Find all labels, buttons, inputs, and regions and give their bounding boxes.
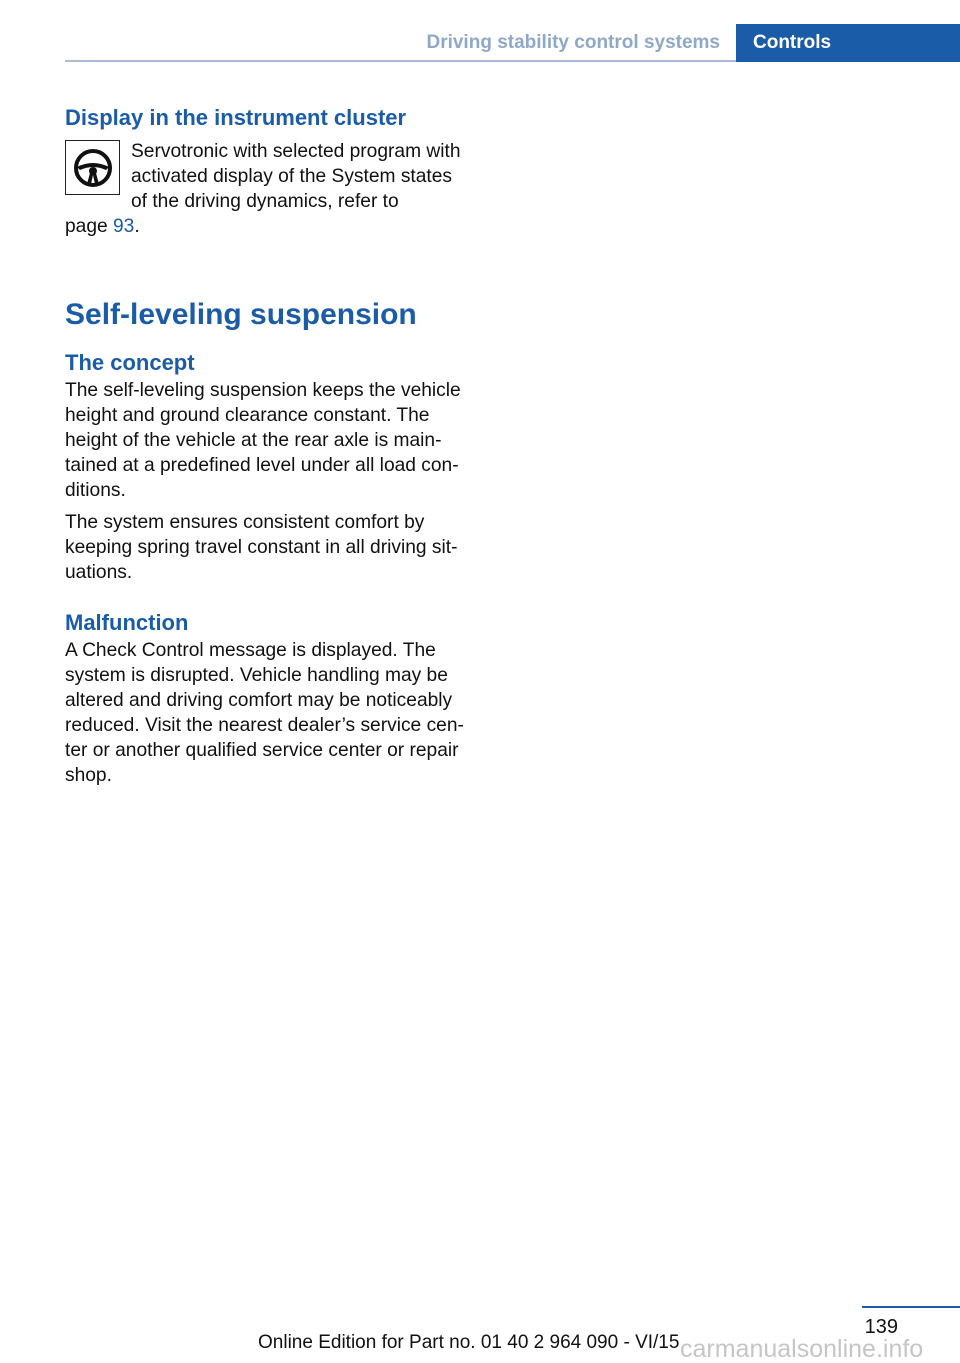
- main-content: [65, 100, 480, 788]
- header-tab-controls: Controls: [736, 24, 960, 62]
- display-text-line: activated display of the System states: [131, 166, 453, 187]
- heading-malfunction: Malfunction: [65, 610, 189, 635]
- paragraph-line: The system ensures consistent comfort by: [65, 512, 425, 533]
- paragraph-line: altered and driving comfort may be noticeably: [65, 690, 453, 711]
- page-suffix: .: [134, 216, 140, 237]
- paragraph-line: The self-leveling suspension keeps the vehicle: [65, 380, 461, 401]
- heading-the-concept: The concept: [65, 350, 195, 375]
- header-divider: [65, 60, 736, 62]
- paragraph-line: height of the vehicle at the rear axle is main‐: [65, 430, 442, 451]
- heading-self-leveling-suspension: Self-leveling suspension: [65, 298, 417, 331]
- watermark: carmanualsonline.info: [680, 1335, 924, 1363]
- header-section-title: Driving stability control systems: [426, 32, 720, 53]
- display-text-line: Servotronic with selected program with: [131, 141, 461, 162]
- paragraph-line: shop.: [65, 765, 112, 786]
- steering-wheel-icon: [65, 140, 120, 195]
- heading-display-instrument-cluster: Display in the instrument cluster: [65, 105, 407, 130]
- concept-paragraph-1: [65, 378, 480, 503]
- paragraph-line: reduced. Visit the nearest dealer’s service cen‐: [65, 715, 464, 736]
- paragraph-line: ter or another qualified service center or repair: [65, 740, 459, 761]
- paragraph-line: height and ground clearance constant. The: [65, 405, 430, 426]
- malfunction-paragraph: [65, 638, 480, 788]
- page-reference-line: [65, 214, 480, 239]
- display-description: [65, 139, 480, 239]
- paragraph-line: tained at a predefined level under all load con‐: [65, 455, 459, 476]
- footer-divider: [862, 1306, 960, 1308]
- page-93-link[interactable]: 93: [113, 216, 135, 237]
- concept-paragraph-2: [65, 510, 480, 585]
- page-number: 139: [864, 1316, 898, 1338]
- paragraph-line: A Check Control message is displayed. The: [65, 640, 436, 661]
- page-prefix: page: [65, 216, 114, 237]
- paragraph-line: system is disrupted. Vehicle handling may be: [65, 665, 448, 686]
- edition-note: Online Edition for Part no. 01 40 2 964 090 - VI/15: [258, 1332, 680, 1353]
- paragraph-line: uations.: [65, 562, 133, 583]
- display-text-line: of the driving dynamics, refer to: [131, 191, 399, 212]
- paragraph-line: ditions.: [65, 480, 126, 501]
- paragraph-line: keeping spring travel constant in all driving sit‐: [65, 537, 458, 558]
